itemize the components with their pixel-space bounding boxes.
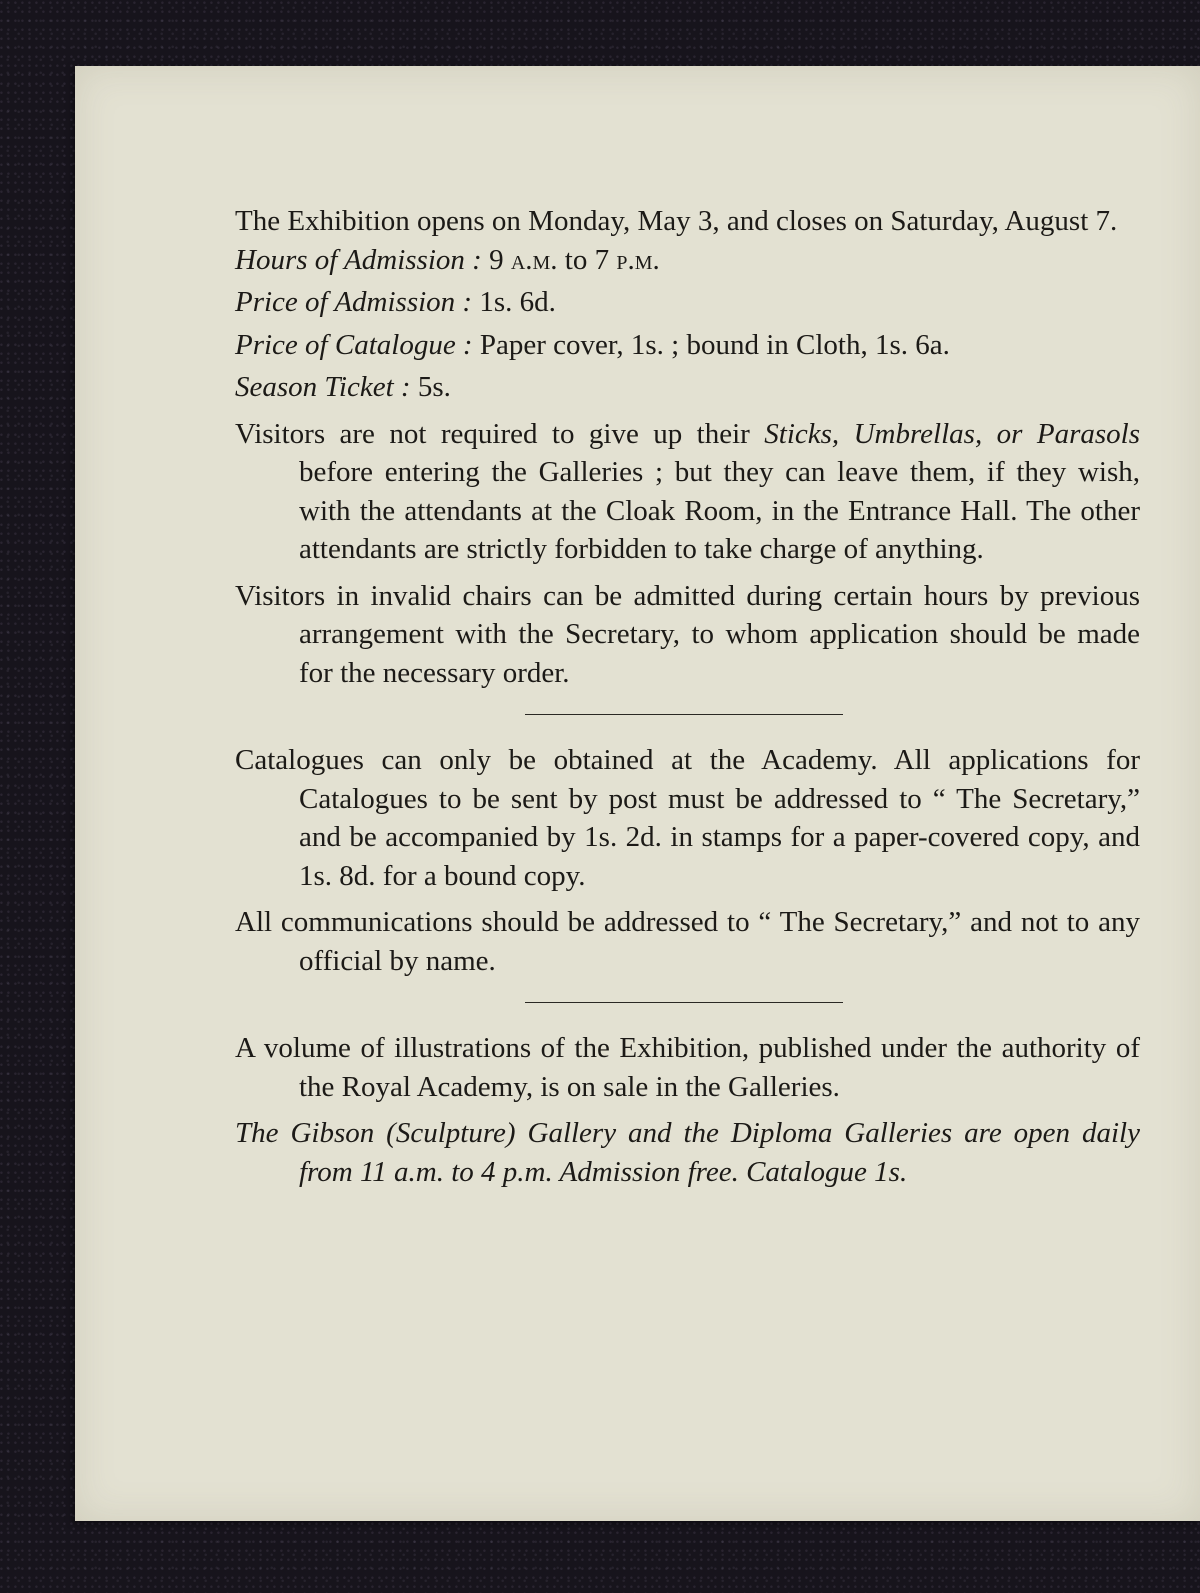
- catalogues-post-notice: Catalogues can only be obtained at the Academy. All applications for Catalogues to be sent by post must be addressed to “ The Secretary,” and be accompanied by 1s. 2d. in stamps for a paper-covered copy, and 1s. 8d. for a bound copy.: [235, 744, 1140, 892]
- hours-of-admission: [235, 241, 1140, 280]
- price-admission-label: Price of Admission :: [235, 286, 473, 318]
- opening-dates: The Exhibition opens on Monday, May 3, and closes on Saturday, August 7.: [235, 205, 1118, 237]
- gibson-gallery-notice: The Gibson (Sculpture) Gallery and the Diploma Galleries are open daily from 11 a.m. to 4 p.m. Admission free. Catalogue 1s.: [235, 1117, 1140, 1188]
- hours-end: 7: [594, 243, 610, 276]
- price-catalogue-label: Price of Catalogue :: [235, 328, 473, 361]
- sticks-notice: Visitors are not required to give up their Sticks, Umbrellas, or Parasols before entering the Galleries ; but they can leave them, if they wish, with the attendants at the Cloak Room, in the Entrance Hall. The other attendants are strictly forbidden to take charge of anything.: [235, 417, 1140, 565]
- season-ticket-label: Season Ticket :: [235, 371, 411, 403]
- divider-rule: [525, 714, 843, 715]
- season-ticket: [235, 368, 1140, 407]
- notice-content: [235, 202, 1140, 1191]
- price-catalogue-value: Paper cover, 1s. ; bound in Cloth, 1s. 6a.: [479, 328, 950, 361]
- hours-to: to: [564, 243, 588, 276]
- illustrations-notice: A volume of illustrations of the Exhibition, published under the authority of the Royal Academy, is on sale in the Galleries.: [235, 1032, 1140, 1103]
- invalid-chairs-notice: Visitors in invalid chairs can be admitted during certain hours by previous arrangement with the Secretary, to whom application should be made for the necessary order.: [235, 579, 1140, 689]
- hours-start-unit: a.m.: [510, 243, 558, 276]
- hours-start: 9: [489, 243, 504, 276]
- communications-notice: All communications should be addressed to “ The Secretary,” and not to any official by name.: [235, 906, 1140, 977]
- sticks-items: Sticks, Umbrellas, or Parasols: [764, 417, 1140, 450]
- document-page: [75, 66, 1200, 1521]
- price-of-catalogue: [235, 326, 1140, 365]
- hours-end-unit: p.m.: [616, 243, 660, 276]
- price-admission-value: 1s. 6d.: [479, 286, 556, 318]
- price-of-admission: [235, 283, 1140, 322]
- hours-label: Hours of Admission :: [235, 243, 482, 276]
- season-ticket-value: 5s.: [417, 371, 451, 403]
- divider-rule: [525, 1002, 843, 1003]
